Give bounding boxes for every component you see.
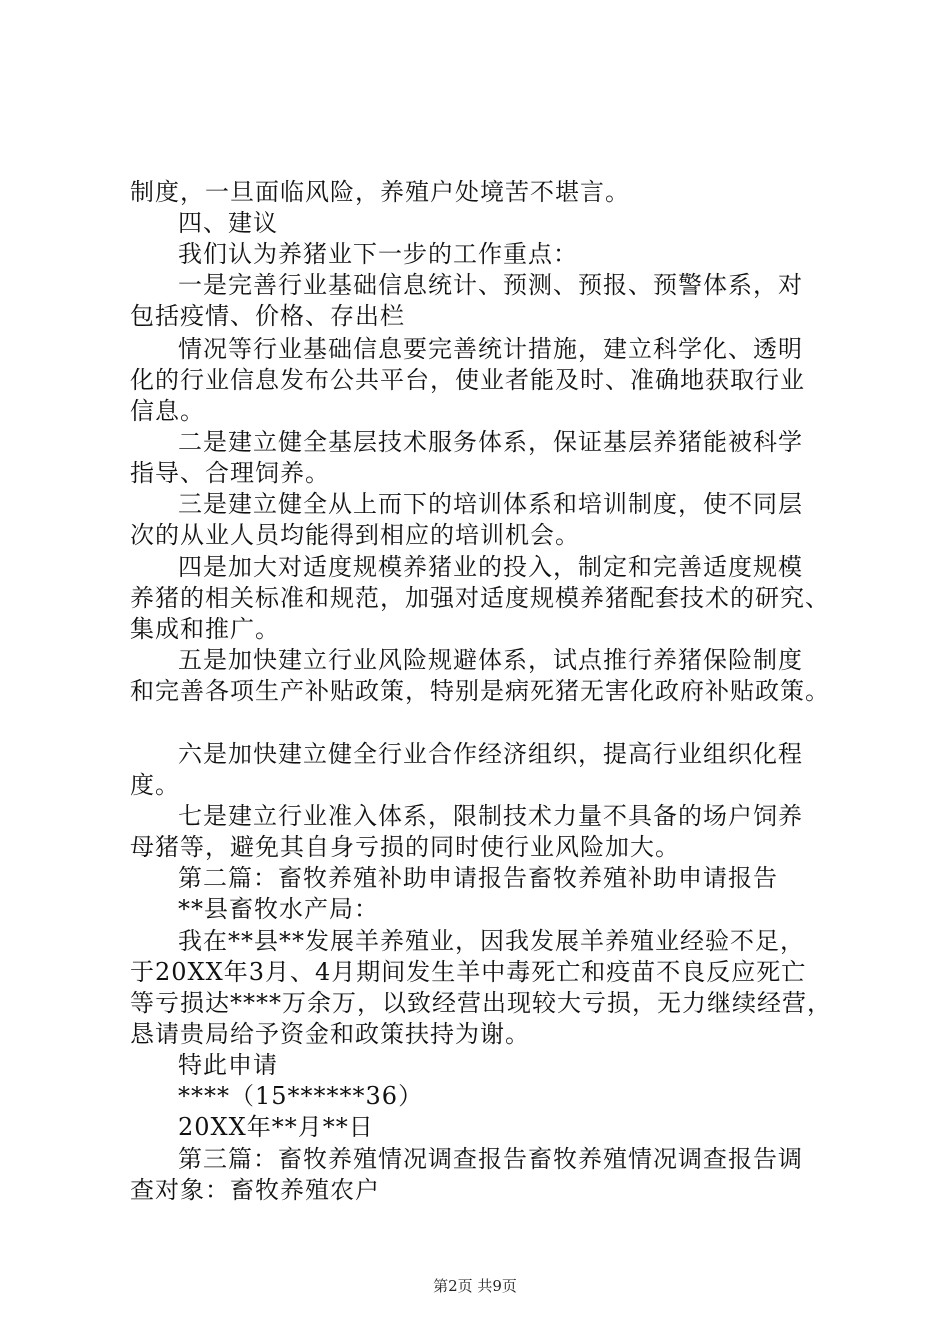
section-heading-suggestions: 四、建议 [178, 209, 278, 237]
text-line: 三是建立健全从上而下的培训体系和培训制度，使不同层 [178, 490, 803, 518]
text-line: 恳请贵局给予资金和政策扶持为谢。 [130, 1020, 530, 1048]
text-line: 六是加快建立健全行业合作经济组织，提高行业组织化程 [178, 740, 803, 768]
text-line: 指导、合理饲养。 [130, 459, 330, 487]
section-title-second: 第二篇：畜牧养殖补助申请报告畜牧养殖补助申请报告 [178, 864, 778, 892]
text-line: 一是完善行业基础信息统计、预测、预报、预警体系，对 [178, 271, 803, 299]
text-line: 次的从业人员均能得到相应的培训机会。 [130, 521, 580, 549]
text-line: 和完善各项生产补贴政策，特别是病死猪无害化政府补贴政策。 [130, 677, 830, 705]
text-line: 查对象：畜牧养殖农户 [130, 1176, 380, 1204]
text-line: 化的行业信息发布公共平台，使业者能及时、准确地获取行业 [130, 366, 805, 394]
text-line: 养猪的相关标准和规范，加强对适度规模养猪配套技术的研究、 [130, 584, 830, 612]
text-line: 我在**县**发展羊养殖业，因我发展羊养殖业经验不足， [178, 927, 805, 955]
text-line: 度。 [130, 771, 180, 799]
text-line: 制度，一旦面临风险，养殖户处境苦不堪言。 [130, 178, 630, 206]
text-line: 信息。 [130, 397, 205, 425]
page-number-footer: 第2页 共9页 [433, 1277, 517, 1295]
text-line: 包括疫情、价格、存出栏 [130, 302, 405, 330]
section-title-third: 第三篇：畜牧养殖情况调查报告畜牧养殖情况调查报告调 [178, 1145, 803, 1173]
addressee: **县畜牧水产局： [178, 895, 379, 923]
text-line: 五是加快建立行业风险规避体系，试点推行养猪保险制度 [178, 646, 803, 674]
application-date: 20XX年**月**日 [178, 1113, 374, 1141]
applicant-contact: ****（15******36） [178, 1082, 424, 1110]
text-line: 二是建立健全基层技术服务体系，保证基层养猪能被科学 [178, 428, 803, 456]
text-line: 我们认为养猪业下一步的工作重点： [178, 240, 578, 268]
text-line: 情况等行业基础信息要完善统计措施，建立科学化、透明 [178, 335, 803, 363]
text-line: 七是建立行业准入体系，限制技术力量不具备的场户饲养 [178, 802, 803, 830]
text-line: 于20XX年3月、4月期间发生羊中毒死亡和疫苗不良反应死亡 [130, 958, 807, 986]
text-line: 等亏损达****万余万，以致经营出现较大亏损，无力继续经营， [130, 989, 832, 1017]
text-line: 母猪等，避免其自身亏损的同时使行业风险加大。 [130, 833, 680, 861]
closing-phrase: 特此申请 [178, 1051, 278, 1079]
text-line: 集成和推广。 [130, 615, 280, 643]
text-line: 四是加大对适度规模养猪业的投入，制定和完善适度规模 [178, 553, 803, 581]
